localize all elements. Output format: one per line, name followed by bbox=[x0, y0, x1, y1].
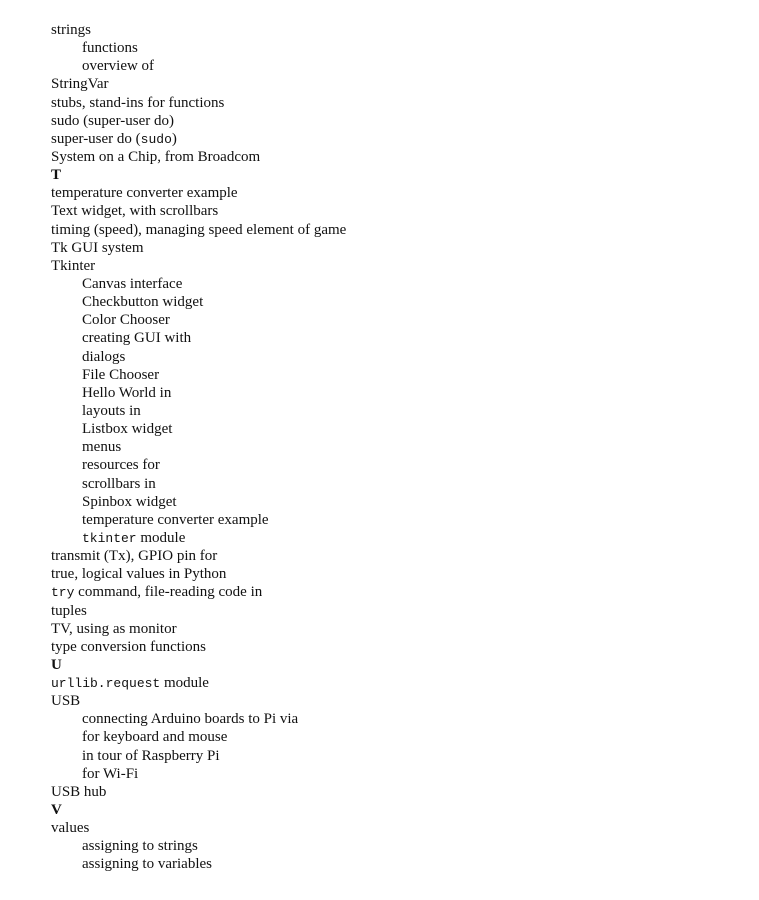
section-letter-heading bbox=[51, 801, 741, 819]
index-entry bbox=[51, 202, 741, 220]
entry-text: type conversion functions bbox=[51, 638, 206, 655]
index-subentry bbox=[51, 293, 741, 311]
code-term: sudo bbox=[140, 131, 172, 147]
entry-text: module bbox=[160, 675, 209, 692]
index-subentry bbox=[51, 420, 741, 438]
index-entry bbox=[51, 221, 741, 239]
index-subentry bbox=[51, 529, 741, 547]
index-entry bbox=[51, 257, 741, 275]
index-entry bbox=[51, 692, 741, 710]
index-entry bbox=[51, 819, 741, 837]
index-entry bbox=[51, 184, 741, 202]
entry-text: Listbox widget bbox=[82, 421, 173, 438]
index-entry bbox=[51, 94, 741, 112]
entry-text: for keyboard and mouse bbox=[82, 729, 228, 746]
entry-text: overview of bbox=[82, 58, 155, 75]
entry-text: V bbox=[51, 802, 62, 819]
entry-text: StringVar bbox=[51, 76, 109, 93]
entry-text: true, logical values in Python bbox=[51, 566, 227, 583]
index-entry bbox=[51, 565, 741, 583]
entry-text: stubs, stand-ins for functions bbox=[51, 94, 225, 111]
entry-text: connecting Arduino boards to Pi via bbox=[82, 711, 299, 728]
index-subentry bbox=[51, 438, 741, 456]
entry-text: Spinbox widget bbox=[82, 493, 177, 510]
entry-text: System on a Chip, from Broadcom bbox=[51, 148, 261, 165]
index-entry bbox=[51, 620, 741, 638]
entry-text: USB hub bbox=[51, 783, 107, 800]
entry-text: assigning to variables bbox=[82, 856, 212, 873]
index-subentry bbox=[51, 329, 741, 347]
entry-text: super-user do ( bbox=[51, 130, 141, 147]
index-subentry bbox=[51, 837, 741, 855]
index-subentry bbox=[51, 765, 741, 783]
index-entry bbox=[51, 112, 741, 130]
entry-text: for Wi-Fi bbox=[82, 765, 139, 782]
code-term: urllib.request bbox=[51, 676, 161, 692]
entry-text: transmit (Tx), GPIO pin for bbox=[51, 548, 218, 565]
entry-text: Hello World in bbox=[82, 384, 172, 401]
section-letter-heading bbox=[51, 656, 741, 674]
entry-text: Color Chooser bbox=[82, 312, 170, 329]
entry-text: temperature converter example bbox=[51, 185, 238, 202]
entry-text: Canvas interface bbox=[82, 275, 183, 292]
index-entry bbox=[51, 239, 741, 257]
entry-text: File Chooser bbox=[82, 366, 160, 383]
index-subentry bbox=[51, 475, 741, 493]
entry-text: timing (speed), managing speed element of game bbox=[51, 221, 347, 238]
index-subentry bbox=[51, 456, 741, 474]
index-entry bbox=[51, 638, 741, 656]
entry-text: layouts in bbox=[82, 402, 141, 419]
index-entry bbox=[51, 130, 741, 148]
index-entry bbox=[51, 583, 741, 601]
index-entry bbox=[51, 21, 741, 39]
index-subentry bbox=[51, 728, 741, 746]
entry-text: functions bbox=[82, 40, 138, 57]
entry-text: U bbox=[51, 656, 62, 673]
index-subentry bbox=[51, 511, 741, 529]
entry-text: in tour of Raspberry Pi bbox=[82, 747, 220, 764]
entry-text: TV, using as monitor bbox=[51, 620, 177, 637]
index-subentry bbox=[51, 402, 741, 420]
section-letter-heading bbox=[51, 166, 741, 184]
entry-text: command, file-reading code in bbox=[74, 584, 263, 601]
index-entry bbox=[51, 547, 741, 565]
entry-text: Tkinter bbox=[51, 257, 96, 274]
entry-text: sudo (super-user do) bbox=[51, 112, 175, 129]
index-subentry bbox=[51, 348, 741, 366]
index-subentry bbox=[51, 493, 741, 511]
entry-text: dialogs bbox=[82, 348, 126, 365]
index-list bbox=[51, 21, 741, 874]
entry-text: USB bbox=[51, 693, 81, 710]
entry-text: Text widget, with scrollbars bbox=[51, 203, 219, 220]
entry-text: strings bbox=[51, 22, 92, 38]
entry-text: scrollbars in bbox=[82, 475, 156, 492]
index-subentry bbox=[51, 366, 741, 384]
entry-text: assigning to strings bbox=[82, 838, 198, 855]
entry-text: values bbox=[51, 820, 90, 837]
index-subentry bbox=[51, 855, 741, 873]
entry-text: creating GUI with bbox=[82, 330, 192, 347]
code-term: try bbox=[51, 585, 75, 601]
index-subentry bbox=[51, 710, 741, 728]
entry-text: Tk GUI system bbox=[51, 239, 144, 256]
index-subentry bbox=[51, 39, 741, 57]
index-entry bbox=[51, 674, 741, 692]
index-subentry bbox=[51, 384, 741, 402]
entry-text: tuples bbox=[51, 602, 87, 619]
index-subentry bbox=[51, 57, 741, 75]
index-subentry bbox=[51, 311, 741, 329]
entry-text: menus bbox=[82, 439, 122, 456]
entry-text: resources for bbox=[82, 457, 160, 474]
entry-text: ) bbox=[171, 130, 177, 147]
index-entry bbox=[51, 75, 741, 93]
entry-text: Checkbutton widget bbox=[82, 294, 204, 311]
index-entry bbox=[51, 783, 741, 801]
entry-text: module bbox=[136, 529, 186, 546]
index-subentry bbox=[51, 747, 741, 765]
index-entry bbox=[51, 148, 741, 166]
entry-text: T bbox=[51, 167, 62, 184]
index-entry bbox=[51, 602, 741, 620]
code-term: tkinter bbox=[82, 530, 137, 546]
entry-text: temperature converter example bbox=[82, 511, 269, 528]
index-subentry bbox=[51, 275, 741, 293]
